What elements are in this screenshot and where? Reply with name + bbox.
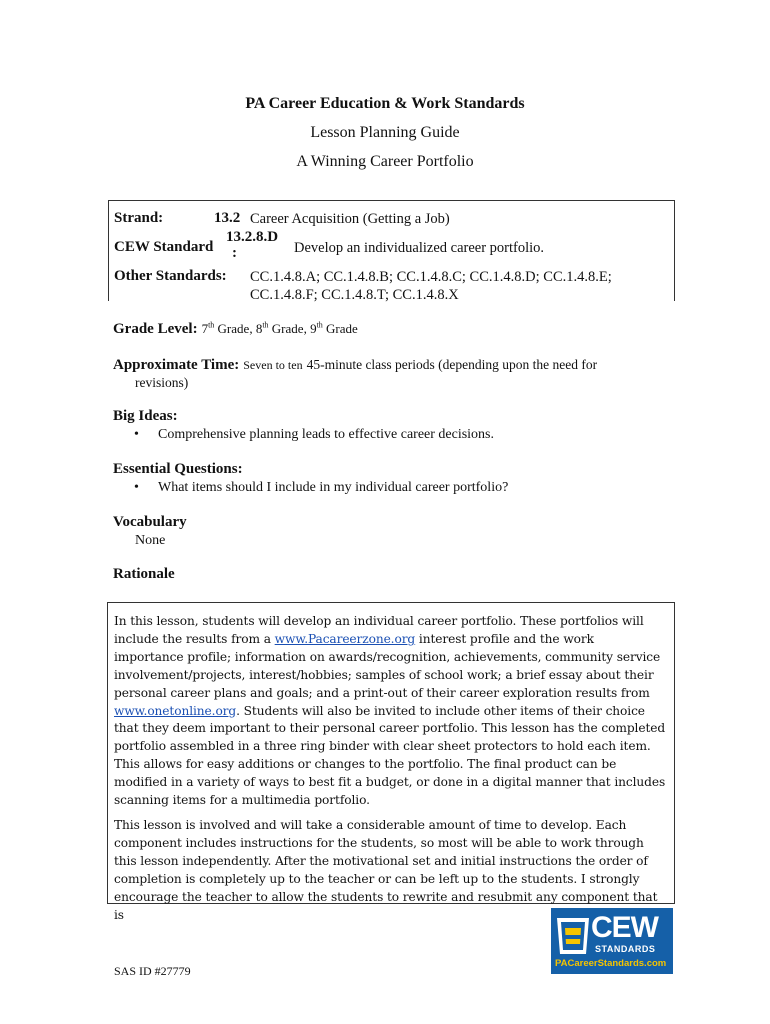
standards-box xyxy=(108,200,675,301)
logo-cew-text: CEW xyxy=(591,911,658,944)
logo-standards-text: STANDARDS xyxy=(595,944,656,954)
big-ideas-label: Big Ideas: xyxy=(113,408,178,424)
rationale-box xyxy=(107,602,675,922)
approximate-time-lead: Seven to ten xyxy=(243,358,303,372)
grade-9-sup: th xyxy=(316,320,323,330)
pacareerzone-link[interactable]: www.Pacareerzone.org xyxy=(274,631,416,646)
rationale-p1-text-a: In this lesson, students will develop an individual career portfolio. These portfolios will include the results from a xyxy=(114,614,644,646)
approximate-time-text: 45-minute class periods (depending upon the need for xyxy=(306,357,598,372)
grade-9-word: Grade xyxy=(326,321,358,336)
bullet-icon: • xyxy=(134,427,139,442)
document-subtitle: Lesson Planning Guide xyxy=(310,124,460,141)
grade-9: 9 xyxy=(310,321,317,336)
approximate-time-label: Approximate Time: xyxy=(113,357,240,373)
cew-standard-code: 13.2.8.D xyxy=(226,229,279,245)
grade-7-word: Grade xyxy=(217,321,250,336)
strand-code: 13.2 xyxy=(214,210,241,226)
other-standards-label: Other Standards: xyxy=(114,268,227,284)
big-ideas-text: Comprehensive planning leads to effective career decisions. xyxy=(158,427,495,442)
vocabulary-label: Vocabulary xyxy=(113,514,187,530)
cew-standard-label: CEW Standard xyxy=(114,239,214,255)
cew-standard-text: Develop an individualized career portfolio. xyxy=(294,240,545,256)
essential-questions-text: What items should I include in my individual career portfolio? xyxy=(158,480,509,495)
grade-level-label: Grade Level: xyxy=(113,321,198,337)
rationale-paragraph-1 xyxy=(114,613,666,810)
rationale-paragraph-2: This lesson is involved and will take a considerable amount of time to develop. Each component includes instructions for the students, so most will be able to work through this lesson independently. After the motivational set and initial instructions the order of completion is completely up to the teacher or can be left up to the students. I strongly encourage the teacher to allow the students to rewrite and resubmit any component that is xyxy=(114,817,658,922)
strand-text: Career Acquisition (Getting a Job) xyxy=(250,211,450,227)
essential-questions-item xyxy=(134,480,508,496)
grade-8: 8 xyxy=(255,321,263,336)
keystone-stripe xyxy=(565,935,581,939)
document-title: PA Career Education & Work Standards xyxy=(245,95,525,112)
grade-8-sup: th xyxy=(262,320,269,330)
cew-standards-logo xyxy=(551,908,673,974)
other-standards-line1: CC.1.4.8.A; CC.1.4.8.B; CC.1.4.8.C; CC.1.4.8.D; CC.1.4.8.E; xyxy=(250,269,612,285)
rationale-p1-text-b: interest profile and the work importance profile; information on awards/recognition, achievements, community service involvement/projects, interest/hobbies; samples of school work; a brief essay about their personal career plans and goals; and a print-out of their career exploration results from xyxy=(114,631,661,700)
bullet-icon: • xyxy=(134,480,139,495)
other-standards-line2: CC.1.4.8.F; CC.1.4.8.T; CC.1.4.8.X xyxy=(250,287,459,303)
grade-7: 7 xyxy=(201,321,209,336)
rationale-p1-text-c: . Students will also be invited to include other items of their choice that they deem important to their personal career portfolio. This lesson has the completed portfolio assembled in a three ring binder with clear sheet protectors to hold each item. This allows for easy additions or changes to the portfolio. The final product can be modified in a variety of ways to best fit a budget, or done in a digital manner that includes scanning items for a multimedia portfolio. xyxy=(114,703,666,808)
grade-level: Grade Level: 7th Grade, 8th Grade, 9th Grade xyxy=(113,320,358,337)
approximate-time xyxy=(113,356,597,374)
grade-8-word: Grade xyxy=(271,321,304,336)
big-ideas-item xyxy=(134,427,494,443)
approximate-time-line2: revisions) xyxy=(135,375,189,390)
grade-7-sup: th xyxy=(208,320,215,330)
onetonline-link[interactable]: www.onetonline.org xyxy=(114,703,237,718)
vocabulary-value: None xyxy=(135,533,166,548)
sas-id: SAS ID #27779 xyxy=(114,964,191,978)
rationale-label: Rationale xyxy=(113,566,175,582)
cew-standard-colon: : xyxy=(232,245,237,261)
strand-label: Strand: xyxy=(114,210,164,226)
logo-url-text: PACareerStandards.com xyxy=(555,958,667,969)
essential-questions-label: Essential Questions: xyxy=(113,461,243,477)
lesson-title: A Winning Career Portfolio xyxy=(296,153,474,170)
